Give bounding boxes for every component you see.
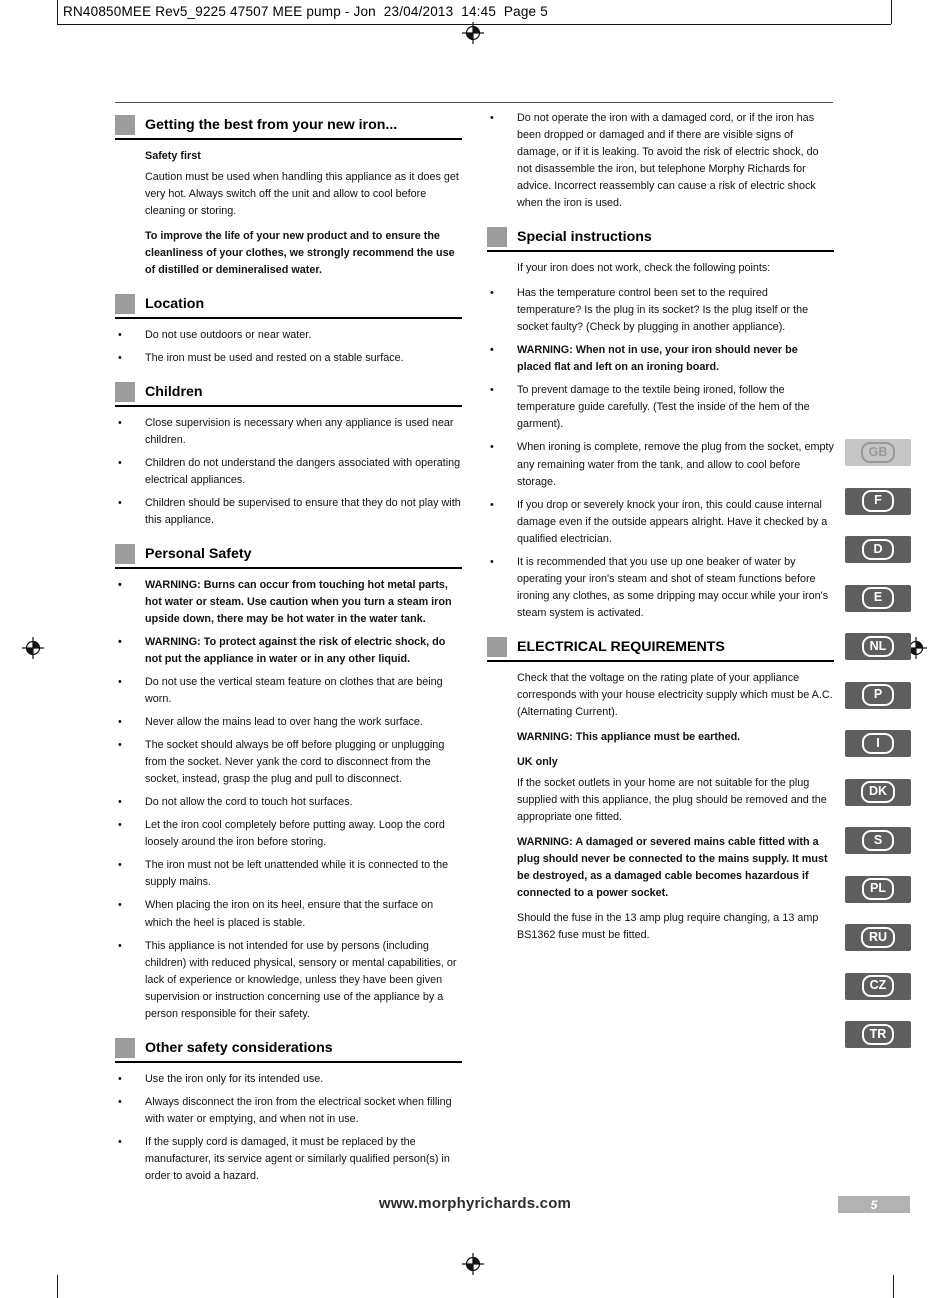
- bullet-item: • To prevent damage to the textile being ironed, follow the temperature guide carefully. (Test the inside of the hem of the garment).: [487, 382, 834, 433]
- registration-mark-icon: [462, 22, 484, 44]
- bullet-item: • Use the iron only for its intended use.: [115, 1071, 462, 1088]
- language-tab-e: [845, 585, 911, 612]
- bullet-item: • Has the temperature control been set to the required temperature? Is the plug in its socket? Is the plug itself or the socket faulty? (Check by plugging in another appliance).: [487, 285, 834, 336]
- language-tab-label: DK: [861, 781, 895, 803]
- registration-mark-icon: [462, 1253, 484, 1275]
- language-tab-label: CZ: [862, 975, 895, 997]
- crop-mark: [57, 0, 58, 24]
- language-tab-d: [845, 536, 911, 563]
- crop-mark: [891, 0, 892, 24]
- section-heading: Other safety considerations: [115, 1036, 462, 1063]
- paragraph: If the socket outlets in your home are not suitable for the plug supplied with this appliance, the plug should be removed and the appropriate one fitted.: [517, 776, 827, 823]
- bullet-item: • Do not use the vertical steam feature on clothes that are being worn.: [115, 674, 462, 708]
- paragraph-bold: WARNING: This appliance must be earthed.: [517, 730, 741, 743]
- bullet-item: • Do not operate the iron with a damaged cord, or if the iron has been dropped or damaged and if there are visible signs of damage, or if it is leaking. To avoid the risk of electric shock, do not disassemble the iron, but telephone Morphy Richards for advice. Incorrect reassembly can cause a risk of electric shock when the iron is used.: [487, 110, 834, 212]
- language-tab-label: D: [862, 539, 894, 561]
- bullet-item: • Do not allow the cord to touch hot surfaces.: [115, 794, 462, 811]
- language-tab-cz: [845, 973, 911, 1000]
- left-column: [115, 110, 462, 1191]
- language-tab-label: P: [862, 684, 894, 706]
- page-number: 5: [870, 1197, 878, 1212]
- paragraph: Check that the voltage on the rating plate of your appliance corresponds with your house electricity supply which must be A.C. (Alternating Current).: [517, 671, 833, 718]
- bullet-item: • When ironing is complete, remove the plug from the socket, empty any remaining water from the tank, and allow to cool before storage.: [487, 439, 834, 490]
- paragraph-bold: WARNING: A damaged or severed mains cable fitted with a plug should never be connected to the mains supply. It must be destroyed, as a damaged cable becomes hazardous if connected to a power socket.: [517, 836, 828, 900]
- registration-mark-icon: [22, 637, 44, 659]
- language-tab-label: RU: [861, 927, 895, 949]
- language-tab-i: [845, 730, 911, 757]
- section-heading: Location: [115, 292, 462, 319]
- language-tab-label: TR: [862, 1024, 895, 1046]
- section-heading: Getting the best from your new iron...: [115, 113, 462, 140]
- paragraph-bold: To improve the life of your new product and to ensure the cleanliness of your clothes, we strongly recommend the use of distilled or demineralised water.: [145, 229, 455, 277]
- bullet-item: • The iron must be used and rested on a stable surface.: [115, 350, 462, 367]
- subheading: UK only: [517, 755, 558, 768]
- language-tab-label: GB: [861, 442, 896, 464]
- language-tab-label: I: [862, 733, 894, 755]
- paragraph: If your iron does not work, check the following points:: [517, 262, 771, 275]
- bullet-item: • If the supply cord is damaged, it must be replaced by the manufacturer, its service agent or similarly qualified person(s) in order to avoid a hazard.: [115, 1134, 462, 1185]
- language-tab-p: [845, 682, 911, 709]
- paragraph: Should the fuse in the 13 amp plug require changing, a 13 amp BS1362 fuse must be fitted.: [517, 912, 819, 942]
- language-tab-label: NL: [862, 636, 895, 658]
- language-tab-label: E: [862, 587, 894, 609]
- bullet-item: • When placing the iron on its heel, ensure that the surface on which the heel is placed is stable.: [115, 897, 462, 931]
- language-tabs: [845, 439, 911, 1048]
- bullet-item: • The socket should always be off before plugging or unplugging from the socket. Never yank the cord to disconnect from the socket, instead, grasp the plug and pull to disconnect.: [115, 737, 462, 788]
- language-tab-tr: [845, 1021, 911, 1048]
- bullet-item: • Children do not understand the dangers associated with operating electrical appliances.: [115, 455, 462, 489]
- print-job-header: RN40850MEE Rev5_9225 47507 MEE pump - Jon 23/04/2013 14:45 Page 5: [63, 4, 548, 19]
- language-tab-nl: [845, 633, 911, 660]
- bullet-item-bold: • WARNING: Burns can occur from touching hot metal parts, hot water or steam. Use caution when you turn a steam iron upside down, there may be hot water in the water tank.: [115, 577, 462, 628]
- bullet-item: • This appliance is not intended for use by persons (including children) with reduced physical, sensory or mental capabilities, or lack of experience or knowledge, unless they have been given supervision or instruction concerning use of the appliance by a person responsible for their safety.: [115, 938, 462, 1023]
- page-number-badge: [838, 1196, 910, 1213]
- content-top-rule: [115, 102, 833, 103]
- section-heading: Children: [115, 380, 462, 407]
- bullet-item: • The iron must not be left unattended while it is connected to the supply mains.: [115, 857, 462, 891]
- crop-mark: [57, 1275, 58, 1298]
- bullet-item: • Do not use outdoors or near water.: [115, 327, 462, 344]
- bullet-item: • It is recommended that you use up one beaker of water by operating your iron's steam and shot of steam functions before ironing any clothes, as some dripping may occur while your iron's steam system is activated.: [487, 554, 834, 622]
- right-column: [487, 110, 834, 952]
- language-tab-label: PL: [862, 878, 894, 900]
- section-heading: Personal Safety: [115, 542, 462, 569]
- section-heading: Special instructions: [487, 225, 834, 252]
- bullet-item: • If you drop or severely knock your iron, this could cause internal damage even if the outside appears alright. Have it checked by a qualified electrician.: [487, 497, 834, 548]
- language-tab-label: F: [862, 490, 894, 512]
- bullet-item: • Always disconnect the iron from the electrical socket when filling with water or emptying, and when not in use.: [115, 1094, 462, 1128]
- language-tab-f: [845, 488, 911, 515]
- language-tab-gb: [845, 439, 911, 466]
- crop-mark: [893, 1275, 894, 1298]
- language-tab-ru: [845, 924, 911, 951]
- paragraph: Caution must be used when handling this appliance as it does get very hot. Always switch off the unit and allow to cool before cleaning or storing.: [145, 170, 459, 217]
- bullet-item: • Let the iron cool completely before putting away. Loop the cord loosely around the iron before storing.: [115, 817, 462, 851]
- bullet-item-bold: • WARNING: When not in use, your iron should never be placed flat and left on an ironing board.: [487, 342, 834, 376]
- bullet-item: • Children should be supervised to ensure that they do not play with this appliance.: [115, 495, 462, 529]
- bullet-item: • Never allow the mains lead to over hang the work surface.: [115, 714, 462, 731]
- language-tab-label: S: [862, 830, 894, 852]
- language-tab-dk: [845, 779, 911, 806]
- website-footer: www.morphyrichards.com: [378, 1195, 572, 1212]
- bullet-item-bold: • WARNING: To protect against the risk of electric shock, do not put the appliance in water or in any other liquid.: [115, 634, 462, 668]
- language-tab-pl: [845, 876, 911, 903]
- subheading: Safety first: [145, 149, 201, 162]
- section-heading: ELECTRICAL REQUIREMENTS: [487, 635, 834, 662]
- bullet-item: • Close supervision is necessary when any appliance is used near children.: [115, 415, 462, 449]
- language-tab-s: [845, 827, 911, 854]
